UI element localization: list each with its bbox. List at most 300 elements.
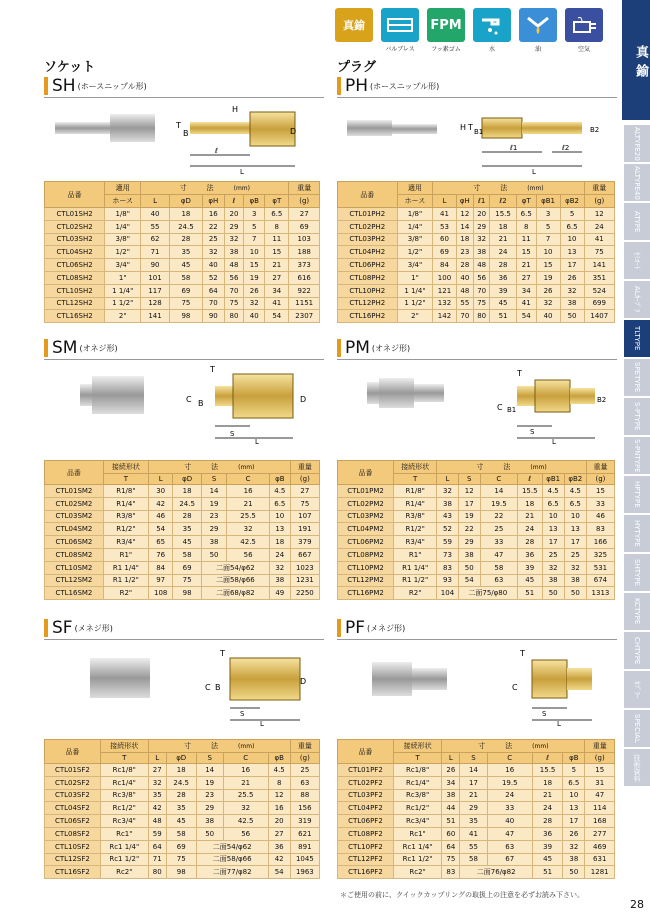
table-cell: 1/2"	[397, 246, 433, 259]
table-cell: 38	[201, 536, 226, 549]
table-cell: 26	[560, 271, 584, 284]
table-cell: 17	[560, 259, 584, 272]
table-header-cell: C	[227, 474, 270, 485]
table-cell: 1/4"	[105, 220, 141, 233]
right-sidebar	[622, 0, 650, 919]
svg-text:ℓ: ℓ	[215, 147, 218, 155]
water-icon: 水	[473, 8, 511, 53]
table-cell: 32	[474, 233, 490, 246]
part-number-cell: CTL06PM2	[338, 536, 394, 549]
table-cell: 88	[290, 789, 319, 802]
section-sf: SF (メネジ形)	[44, 618, 113, 638]
part-number-cell: CTL16SF2	[45, 866, 101, 879]
svg-text:B: B	[198, 399, 204, 408]
part-number-cell: CTL02PH2	[338, 220, 398, 233]
table-cell: 56	[474, 271, 490, 284]
table-cell: 15.5	[532, 764, 562, 777]
table-header-cell: L	[141, 195, 170, 208]
svg-text:S: S	[542, 710, 547, 718]
table-cell: 2307	[289, 310, 320, 323]
part-number-cell: CTL03SF2	[45, 789, 101, 802]
table-cell: 45	[532, 853, 562, 866]
table-cell: 141	[141, 310, 170, 323]
table-cell: 32	[224, 233, 244, 246]
table-cell: 15	[585, 764, 615, 777]
table-header-cell: ホース	[105, 195, 141, 208]
part-number-cell: CTL08PM2	[338, 548, 394, 561]
table-row	[338, 789, 615, 802]
table-cell: 32	[536, 297, 560, 310]
table-cell: 53	[433, 220, 456, 233]
table-header-cell: ℓ	[224, 195, 244, 208]
table-cell: 40	[536, 310, 560, 323]
table-row	[338, 853, 615, 866]
table-cell: 55	[456, 297, 474, 310]
table-row	[338, 485, 615, 498]
table-cell: 55	[141, 220, 170, 233]
table-row	[338, 536, 615, 549]
table-header-cell: 重量	[290, 461, 319, 474]
table-cell: 33	[487, 802, 532, 815]
part-number-cell: CTL12SH2	[45, 297, 105, 310]
table-cell: R1 1/2"	[394, 574, 437, 587]
table-cell: 69	[433, 246, 456, 259]
sidebar-tab[interactable]: ALTYPE40	[624, 164, 650, 202]
valveless-icon: バルブレス	[381, 8, 419, 53]
table-cell: 44	[442, 802, 460, 815]
table-cell: 50	[196, 827, 223, 840]
table-cell: 50	[458, 561, 480, 574]
table-cell: 19	[458, 510, 480, 523]
table-cell: 33	[586, 497, 614, 510]
table-cell: 49	[269, 587, 290, 600]
table-cell: 15	[265, 246, 289, 259]
table-cell: 48	[148, 815, 166, 828]
dimension-header-part: 寸	[473, 184, 481, 192]
table-header-cell: C	[223, 753, 268, 764]
table-cell: 83	[442, 866, 460, 879]
table-header-cell: S	[460, 753, 487, 764]
table-cell: 40	[487, 815, 532, 828]
table-row	[338, 233, 615, 246]
table-row	[45, 587, 320, 600]
table-cell: 156	[290, 802, 319, 815]
svg-text:S: S	[230, 430, 235, 438]
svg-text:T: T	[210, 365, 215, 374]
table-cell: 34	[265, 284, 289, 297]
table-cell: 28	[456, 259, 474, 272]
table-cell: 71	[141, 246, 170, 259]
svg-text:D: D	[300, 395, 307, 404]
table-header-cell: φB2	[564, 474, 586, 485]
table-row	[338, 284, 615, 297]
table-cell: 58	[169, 271, 202, 284]
table-cell: 32	[223, 802, 268, 815]
sidebar-tab[interactable]: S-PTYPE	[624, 398, 650, 436]
table-cell: 6.5	[269, 497, 290, 510]
table-row	[338, 271, 615, 284]
table-cell: 15.5	[517, 485, 542, 498]
sidebar-tab[interactable]: ATYPE	[624, 203, 650, 241]
table-cell: 26	[442, 764, 460, 777]
table-cell: 28	[532, 815, 562, 828]
table-header-cell: ホース	[397, 195, 433, 208]
part-number-cell: CTL04SM2	[45, 523, 104, 536]
table-cell: 6.5	[265, 208, 289, 221]
sidebar-tab[interactable]: HYTYPE	[624, 515, 650, 553]
table-header-cell: 品番	[338, 182, 398, 208]
table-cell: 25	[542, 548, 564, 561]
sidebar-tab[interactable]: SPETYPE	[624, 359, 650, 397]
table-cell: 27	[265, 271, 289, 284]
table-cell: R1"	[394, 548, 437, 561]
table-cell: 19	[536, 271, 560, 284]
table-cell: 1/8"	[105, 208, 141, 221]
table-header-cell: C	[487, 753, 532, 764]
table-header-cell: ℓ	[517, 474, 542, 485]
table-cell: 40	[141, 208, 170, 221]
table-cell: 48	[224, 259, 244, 272]
sidebar-tab[interactable]: S-PNTYPE	[624, 437, 650, 475]
table-cell: 45	[517, 574, 542, 587]
dimension-header-part: 法	[211, 742, 219, 750]
table-cell: 97	[148, 574, 173, 587]
table-cell: 42.5	[227, 536, 270, 549]
table-row	[338, 510, 615, 523]
table-cell: 63	[487, 840, 532, 853]
table-cell: Rc1"	[393, 827, 441, 840]
table-cell: 674	[586, 574, 614, 587]
dimension-header-part: 寸	[184, 463, 192, 471]
table-header-cell: φD	[166, 753, 196, 764]
table-row	[338, 802, 615, 815]
table-cell: 23	[456, 246, 474, 259]
table-cell: Rc3/4"	[393, 815, 441, 828]
table-cell: 20	[474, 208, 490, 221]
svg-text:C: C	[512, 683, 518, 692]
table-cell: 103	[289, 233, 320, 246]
footnote: ＊ご使用の前に、クイックカップリングの取扱上の注意を必ずお読み下さい。	[340, 891, 585, 899]
table-cell: 55	[460, 840, 487, 853]
table-row	[45, 208, 320, 221]
table-cell: 277	[585, 827, 615, 840]
table-cell: 38	[474, 246, 490, 259]
svg-text:T: T	[468, 123, 473, 132]
table-cell: 17	[564, 536, 586, 549]
table-cell: 38	[196, 815, 223, 828]
table-row	[45, 536, 320, 549]
table-cell: 20	[268, 815, 290, 828]
table-cell: 35	[460, 815, 487, 828]
svg-text:B: B	[215, 683, 221, 692]
table-header-cell: (g)	[290, 753, 319, 764]
table-cell: 10	[564, 510, 586, 523]
table-cell: 39	[532, 840, 562, 853]
part-number-cell: CTL02SH2	[45, 220, 105, 233]
svg-text:T: T	[520, 649, 525, 658]
table-cell: 1023	[290, 561, 319, 574]
table-cell: 25	[202, 233, 224, 246]
table-cell: 35	[148, 789, 166, 802]
table-header-cell: T	[100, 753, 148, 764]
part-number-cell: CTL12PF2	[338, 853, 394, 866]
table-row	[45, 220, 320, 233]
section-sm: SM (オネジ形)	[44, 338, 118, 358]
table-cell: 25	[564, 548, 586, 561]
sidebar-tab[interactable]: 技術資料	[624, 749, 650, 787]
table-cell: 41	[460, 827, 487, 840]
table-cell: 47	[487, 827, 532, 840]
table-cell: 6.5	[560, 220, 584, 233]
sidebar-tab[interactable]: ｶﾌﾟﾗｰ	[624, 671, 650, 709]
table-cell: 69	[166, 840, 196, 853]
table-cell: 114	[585, 802, 615, 815]
table-cell: 10	[542, 510, 564, 523]
table-header-cell: 重量	[290, 740, 319, 753]
svg-text:T: T	[517, 369, 522, 378]
table-cell: 13	[563, 802, 585, 815]
table-cell: 28	[490, 259, 517, 272]
table-cell: 19	[244, 271, 265, 284]
dimension-header-part: (mm)	[532, 743, 549, 750]
svg-text:L: L	[557, 720, 561, 726]
table-cell: 18	[456, 233, 474, 246]
pm-spec-table	[337, 460, 615, 600]
table-cell: 34	[516, 284, 536, 297]
table-cell: 32	[564, 561, 586, 574]
table-cell: 5	[563, 764, 585, 777]
table-cell: 36	[517, 548, 542, 561]
table-cell: 24	[269, 548, 290, 561]
table-cell: 51	[532, 866, 562, 879]
table-cell: 38	[224, 246, 244, 259]
table-cell: 29	[224, 220, 244, 233]
table-cell: 58	[173, 548, 201, 561]
part-number-cell: CTL16PM2	[338, 587, 394, 600]
table-row	[338, 523, 615, 536]
table-cell: 13	[542, 523, 564, 536]
table-cell: Rc1/2"	[100, 802, 148, 815]
table-header-cell: φH	[202, 195, 224, 208]
sidebar-tab[interactable]: CHTYPE	[624, 632, 650, 670]
table-cell: 101	[141, 271, 170, 284]
table-row	[45, 284, 320, 297]
table-cell: 52	[202, 271, 224, 284]
dimension-header-part: 法	[503, 463, 511, 471]
table-cell: 16	[268, 802, 290, 815]
sidebar-tab[interactable]: SPECIAL	[624, 710, 650, 748]
table-cell: 42	[268, 853, 290, 866]
table-cell: 166	[586, 536, 614, 549]
table-cell: Rc1 1/2"	[100, 853, 148, 866]
table-cell: 621	[290, 827, 319, 840]
table-cell: 二面68/φ82	[201, 587, 269, 600]
table-cell: 54	[268, 866, 290, 879]
sidebar-tab[interactable]: ALTYPE20	[624, 125, 650, 163]
table-cell: 12	[458, 485, 480, 498]
part-number-cell: CTL06SF2	[45, 815, 101, 828]
table-cell: 59	[148, 827, 166, 840]
table-cell: 46	[148, 510, 173, 523]
brass-material-icon: 真鍮	[335, 8, 373, 53]
table-cell: 40	[456, 271, 474, 284]
table-cell: 24.5	[166, 776, 196, 789]
table-cell: 45	[169, 259, 202, 272]
table-cell: 98	[166, 866, 196, 879]
table-cell: 35	[166, 802, 196, 815]
table-cell: 2"	[105, 310, 141, 323]
table-cell: 24.5	[173, 497, 201, 510]
table-cell: 15	[516, 246, 536, 259]
table-cell: 二面77/φ82	[196, 866, 268, 879]
table-cell: 8	[516, 220, 536, 233]
table-cell: 25	[480, 523, 517, 536]
fpm-rubber-icon: FPM フッ素ゴム	[427, 8, 465, 53]
table-header-cell: 接続形状	[394, 461, 437, 474]
table-cell: 56	[223, 827, 268, 840]
svg-text:S: S	[530, 428, 535, 436]
sidebar-tab[interactable]: ｾﾐｵｰﾄ	[624, 242, 650, 280]
part-number-cell: CTL16PH2	[338, 310, 398, 323]
svg-text:B1: B1	[507, 406, 517, 414]
socket-heading: ソケット	[44, 60, 96, 75]
table-cell: 67	[487, 853, 532, 866]
table-cell: 75	[166, 853, 196, 866]
table-cell: 24	[487, 789, 532, 802]
table-cell: 38	[564, 574, 586, 587]
svg-text:B: B	[183, 129, 189, 138]
table-cell: 524	[584, 284, 614, 297]
table-row	[338, 764, 615, 777]
table-cell: 6.5	[516, 208, 536, 221]
table-cell: 32	[227, 523, 270, 536]
table-cell: 14	[460, 764, 487, 777]
table-cell: 63	[480, 574, 517, 587]
table-cell: R1/2"	[394, 523, 437, 536]
sidebar-tab[interactable]: TLTYPE	[624, 320, 650, 358]
table-cell: 二面58/φ66	[196, 853, 268, 866]
table-cell: 24	[532, 802, 562, 815]
table-cell: 4.5	[542, 485, 564, 498]
table-cell: 32	[560, 284, 584, 297]
dimension-header	[148, 740, 290, 753]
part-number-cell: CTL10PM2	[338, 561, 394, 574]
table-cell: R2"	[103, 587, 148, 600]
table-cell: 3/8"	[397, 233, 433, 246]
table-row	[338, 310, 615, 323]
feature-icons	[335, 8, 603, 53]
table-cell: 41	[433, 208, 456, 221]
table-cell: 379	[290, 536, 319, 549]
sidebar-tab[interactable]: KCTYPE	[624, 593, 650, 631]
dimension-header-part: 法	[211, 463, 219, 471]
table-row	[45, 815, 320, 828]
table-cell: Rc3/4"	[100, 815, 148, 828]
sm-drawing	[50, 362, 320, 444]
part-number-cell: CTL03PM2	[338, 510, 394, 523]
table-header-cell: S	[196, 753, 223, 764]
table-row	[45, 802, 320, 815]
table-cell: 27	[268, 827, 290, 840]
svg-text:D: D	[300, 677, 307, 686]
table-cell: 56	[224, 271, 244, 284]
table-cell: 30	[148, 485, 173, 498]
table-cell: 14	[480, 485, 517, 498]
table-header-cell: 重量	[586, 461, 614, 474]
table-cell: 73	[437, 548, 458, 561]
table-cell: R3/8"	[103, 510, 148, 523]
table-cell: 319	[290, 815, 319, 828]
table-cell: Rc1 1/2"	[393, 853, 441, 866]
table-cell: 7	[536, 233, 560, 246]
table-cell: 3	[244, 208, 265, 221]
table-cell: 70	[456, 310, 474, 323]
part-number-cell: CTL04SH2	[45, 246, 105, 259]
svg-text:ℓ1: ℓ1	[510, 144, 518, 152]
table-cell: 18	[166, 764, 196, 777]
part-number-cell: CTL12SM2	[45, 574, 104, 587]
table-cell: 27	[289, 208, 320, 221]
table-cell: R1/2"	[103, 523, 148, 536]
part-number-cell: CTL10SH2	[45, 284, 105, 297]
sidebar-tab[interactable]: ALｶｰﾌﾟﾗ	[624, 281, 650, 319]
table-cell: 28	[173, 510, 201, 523]
table-cell: 69	[173, 561, 201, 574]
table-cell: 22	[480, 510, 517, 523]
table-row	[338, 776, 615, 789]
table-cell: 40	[244, 310, 265, 323]
table-cell: 699	[584, 297, 614, 310]
table-cell: 21	[227, 497, 270, 510]
table-cell: 14	[196, 764, 223, 777]
table-cell: 50	[542, 587, 564, 600]
table-cell: 1045	[290, 853, 319, 866]
table-header-cell: φB2	[560, 195, 584, 208]
table-cell: 168	[585, 815, 615, 828]
table-cell: Rc2"	[100, 866, 148, 879]
table-cell: 18	[169, 208, 202, 221]
table-cell: 32	[563, 840, 585, 853]
table-cell: 13	[269, 523, 290, 536]
table-row	[45, 523, 320, 536]
table-cell: 667	[290, 548, 319, 561]
table-row	[338, 866, 615, 879]
table-cell: 58	[480, 561, 517, 574]
table-header-cell: 重量	[584, 182, 614, 195]
table-cell: 27	[290, 485, 319, 498]
table-cell: 29	[196, 802, 223, 815]
table-cell: 38	[442, 789, 460, 802]
table-row	[45, 246, 320, 259]
table-cell: 32	[202, 246, 224, 259]
part-number-cell: CTL01PM2	[338, 485, 394, 498]
part-number-cell: CTL01PH2	[338, 208, 398, 221]
table-cell: 70	[474, 284, 490, 297]
table-cell: 4.5	[268, 764, 290, 777]
part-number-cell: CTL06PF2	[338, 815, 394, 828]
table-header-cell: φT	[265, 195, 289, 208]
table-header-cell: (g)	[289, 195, 320, 208]
table-header-cell: φB	[244, 195, 265, 208]
sidebar-tab[interactable]: SHTYPE	[624, 554, 650, 592]
svg-text:L: L	[552, 438, 556, 444]
table-cell: 11	[516, 233, 536, 246]
table-header-cell: T	[103, 474, 148, 485]
table-cell: 325	[586, 548, 614, 561]
table-cell: 93	[437, 574, 458, 587]
table-cell: R3/4"	[103, 536, 148, 549]
sidebar-tab[interactable]: HPTYPE	[624, 476, 650, 514]
